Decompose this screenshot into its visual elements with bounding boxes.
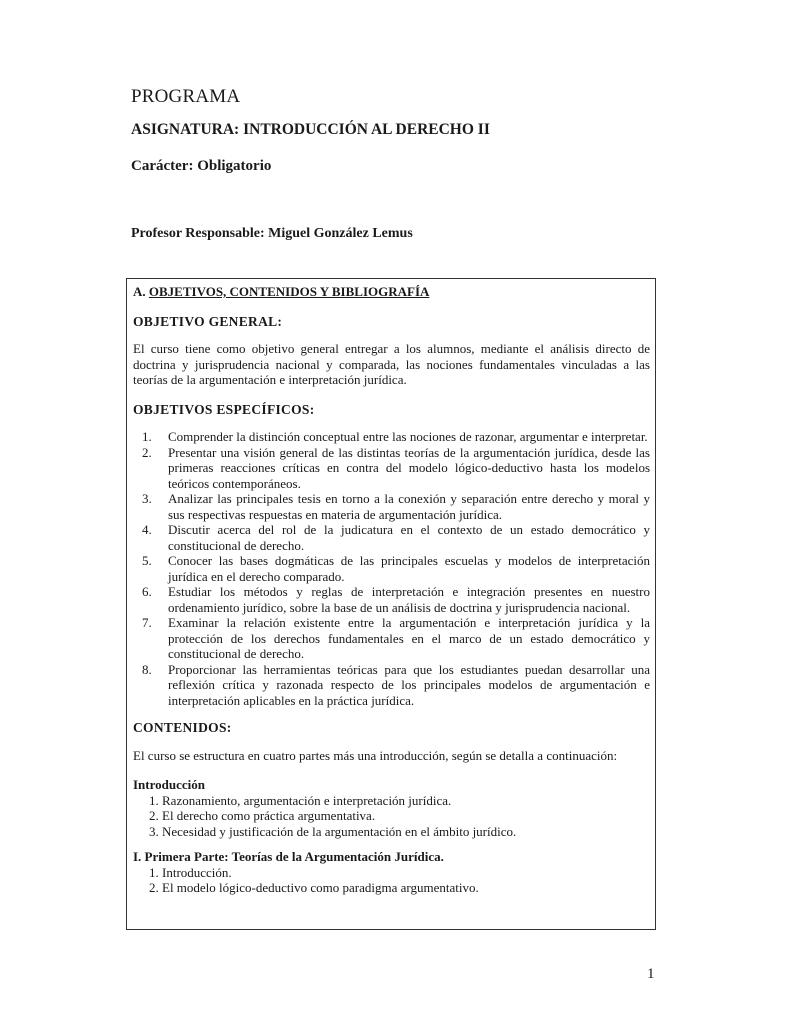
contents-intro-text: El curso se estructura en cuatro partes más una introducción, según se detalla a continuación:	[133, 747, 618, 763]
character-line: Carácter: Obligatorio	[131, 158, 272, 174]
page-number: 1	[647, 966, 655, 982]
list-item: 8. Proporcionar las herramientas teóricas para que los estudiantes puedan desarrollar una reflexión crítica y razonada respecto de los principales modelos de argumentación e interpretación aplicables en la práctica jurídica.	[142, 661, 650, 708]
section-a-title: OBJETIVOS, CONTENIDOS Y BIBLIOGRAFÍA	[148, 284, 430, 299]
contents-heading: CONTENIDOS:	[133, 720, 232, 735]
specific-objectives-list	[133, 429, 650, 708]
document-title: PROGRAMA	[131, 86, 241, 107]
professor-line: Profesor Responsable: Miguel González Lemus	[131, 226, 413, 241]
subject-line: ASIGNATURA: INTRODUCCIÓN AL DERECHO II	[131, 121, 490, 138]
section-a-heading	[133, 284, 650, 300]
part-one-heading: I. Primera Parte: Teorías de la Argumentación Jurídica.	[133, 849, 444, 864]
list-item: 1. Razonamiento, argumentación e interpretación jurídica.	[149, 792, 452, 808]
list-item: 3. Necesidad y justificación de la argumentación en el ámbito jurídico.	[149, 823, 517, 839]
specific-objectives-heading: OBJETIVOS ESPECÍFICOS:	[133, 401, 315, 417]
list-item: 5. Conocer las bases dogmáticas de las principales escuelas y modelos de interpretación jurídica en el derecho comparado.	[142, 553, 650, 584]
list-item: 7. Examinar la relación existente entre la argumentación e interpretación jurídica y la protección de los derechos fundamentales en el marco de un estado democrático y constitucional de derecho.	[142, 615, 650, 661]
list-item: 3. Analizar las principales tesis en torno a la conexión y separación entre derecho y moral y sus respectivas respuestas en materia de argumentación jurídica.	[142, 491, 650, 522]
list-item: 4. Discutir acerca del rol de la judicatura en el contexto de un estado democrático y constitucional de derecho.	[142, 522, 650, 553]
list-item: 1. Comprender la distinción conceptual entre las nociones de razonar, argumentar e interpretar.	[142, 429, 648, 444]
list-item: 2. El modelo lógico-deductivo como paradigma argumentativo.	[149, 880, 479, 895]
program-content-box	[126, 278, 656, 930]
list-item: 1. Introducción.	[149, 864, 232, 880]
general-objective-heading: OBJETIVO GENERAL:	[133, 313, 283, 329]
list-item: 2. El derecho como práctica argumentativa.	[149, 808, 376, 823]
part-one-list	[133, 865, 650, 896]
introduction-list	[133, 793, 650, 840]
list-item: 6. Estudiar los métodos y reglas de interpretación e integración presentes en nuestro ordenamiento jurídico, sobre la base de un análisis de doctrina y jurisprudencia nacional.	[142, 584, 650, 615]
section-a-prefix: A.	[133, 284, 149, 299]
general-objective-text: El curso tiene como objetivo general entregar a los alumnos, mediante el análisis directo de doctrina y jurisprudencia nacional y comparada, las nociones fundamentales vinculadas a las teorías de la argumentación e interpretación jurídica.	[133, 341, 650, 387]
list-item: 2. Presentar una visión general de las distintas teorías de la argumentación jurídica, desde las primeras reacciones críticas en contra del modelo lógico-deductivo hasta los modelos teóricos contemporáneos.	[142, 444, 650, 491]
introduction-heading: Introducción	[133, 777, 205, 792]
